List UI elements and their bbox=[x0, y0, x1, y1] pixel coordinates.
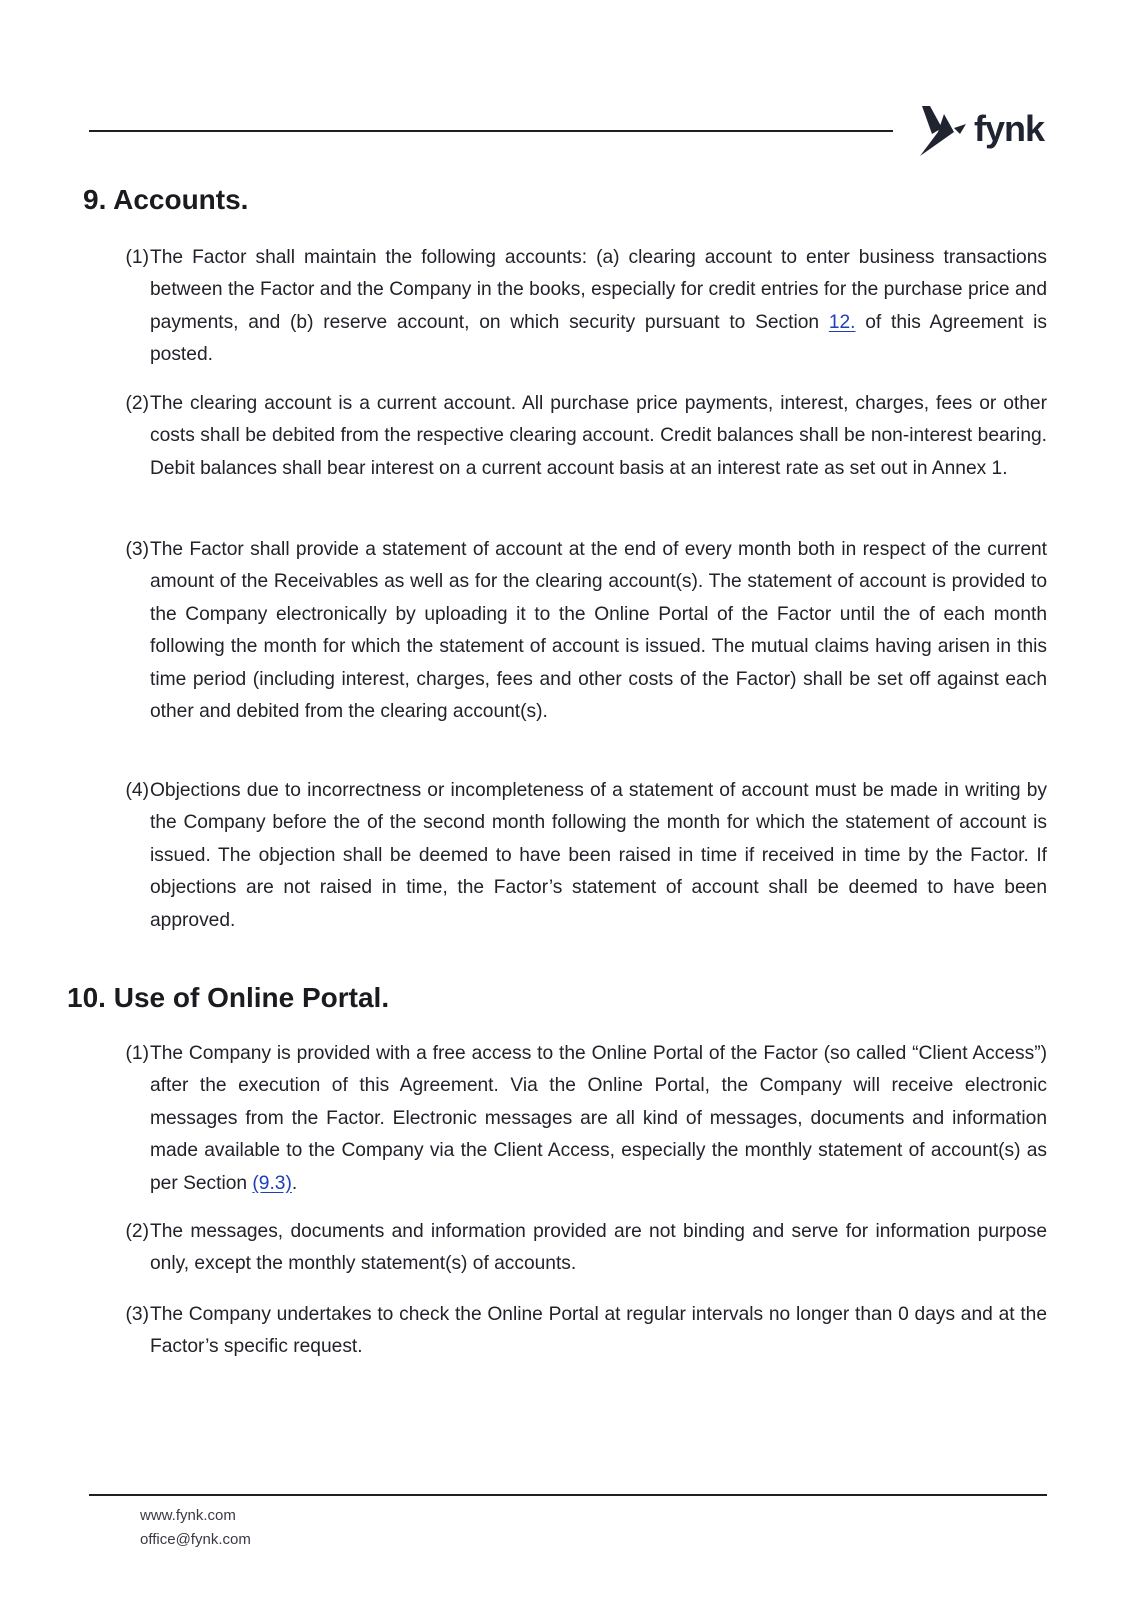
clause-index: (1) bbox=[125, 1043, 149, 1064]
clause-text: The Company is provided with a free access to the Online Portal of the Factor (so called “Client Access”) after the execution of this Agreement. Via the Online Portal, the Company will receive electronic messages from the Factor. Electronic messages are all kind of messages, documents and information made available to the Company via the Client Access, especially the monthly statement of account(s) as per Section (9.3). bbox=[150, 1043, 1047, 1194]
clause-index: (4) bbox=[125, 780, 149, 801]
section-title-text: Accounts. bbox=[113, 184, 249, 215]
clause-9-4 bbox=[115, 775, 1047, 937]
clause-text: Objections due to incorrectness or incompleteness of a statement of account must be made in writing by the Company before the of the second month following the month for which the statement of account is issued. The objection shall be deemed to have been raised in time if received in time by the Factor. If objections are not raised in time, the Factor’s statement of account shall be deemed to have been approved. bbox=[150, 780, 1047, 931]
brand-name: fynk bbox=[974, 108, 1045, 149]
clause-9-2 bbox=[115, 388, 1047, 485]
section-number: 10. bbox=[67, 982, 106, 1013]
clause-text: The messages, documents and information provided are not binding and serve for information purpose only, except the monthly statement(s) of accounts. bbox=[150, 1221, 1047, 1275]
brand-logo bbox=[918, 104, 1048, 160]
section-12-link[interactable]: 12. bbox=[828, 311, 856, 333]
clause-index: (2) bbox=[125, 393, 149, 414]
clause-text: The Company undertakes to check the Online Portal at regular intervals no longer than 0 days and at the Factor’s specific request. bbox=[150, 1304, 1047, 1358]
clause-10-3 bbox=[115, 1299, 1047, 1364]
section-9-title bbox=[83, 183, 248, 217]
footer-website[interactable]: www.fynk.com bbox=[140, 1507, 236, 1524]
footer-rule bbox=[89, 1494, 1047, 1496]
section-title-text: Use of Online Portal. bbox=[113, 982, 390, 1013]
clause-text: The clearing account is a current account. All purchase price payments, interest, charges, fees or other costs shall be debited from the respective clearing account. Credit balances shall be non-interest bearing. Debit balances shall bear interest on a current account basis at an interest rate as set out in Annex 1. bbox=[150, 393, 1047, 479]
clause-index: (2) bbox=[125, 1221, 149, 1242]
section-10-title bbox=[67, 981, 389, 1015]
section-9-3-link[interactable]: (9.3) bbox=[252, 1172, 292, 1194]
section-number: 9. bbox=[83, 184, 107, 215]
clause-10-2 bbox=[115, 1216, 1047, 1281]
clause-index: (3) bbox=[125, 539, 149, 560]
clause-text: The Factor shall maintain the following accounts: (a) clearing account to enter business transactions between the Factor and the Company in the books, especially for credit entries for the purchase price and payments, and (b) reserve account, on which security pursuant to Section 12. of this Agreement is posted. bbox=[150, 247, 1047, 366]
clause-index: (1) bbox=[125, 247, 149, 268]
clause-10-1 bbox=[115, 1038, 1047, 1200]
bird-logo-icon bbox=[918, 104, 972, 160]
footer-email[interactable]: office@fynk.com bbox=[140, 1531, 251, 1548]
clause-9-3 bbox=[115, 534, 1047, 728]
clause-index: (3) bbox=[125, 1304, 149, 1325]
header-rule bbox=[89, 130, 893, 132]
footer bbox=[140, 1504, 251, 1552]
clause-9-1 bbox=[115, 242, 1047, 372]
clause-text: The Factor shall provide a statement of account at the end of every month both in respect of the current amount of the Receivables as well as for the clearing account(s). The statement of account is provided to the Company electronically by uploading it to the Online Portal of the Factor until the of each month following the month for which the statement of account is issued. The mutual claims having arisen in this time period (including interest, charges, fees and other costs of the Factor) shall be set off against each other and debited from the clearing account(s). bbox=[150, 539, 1047, 723]
